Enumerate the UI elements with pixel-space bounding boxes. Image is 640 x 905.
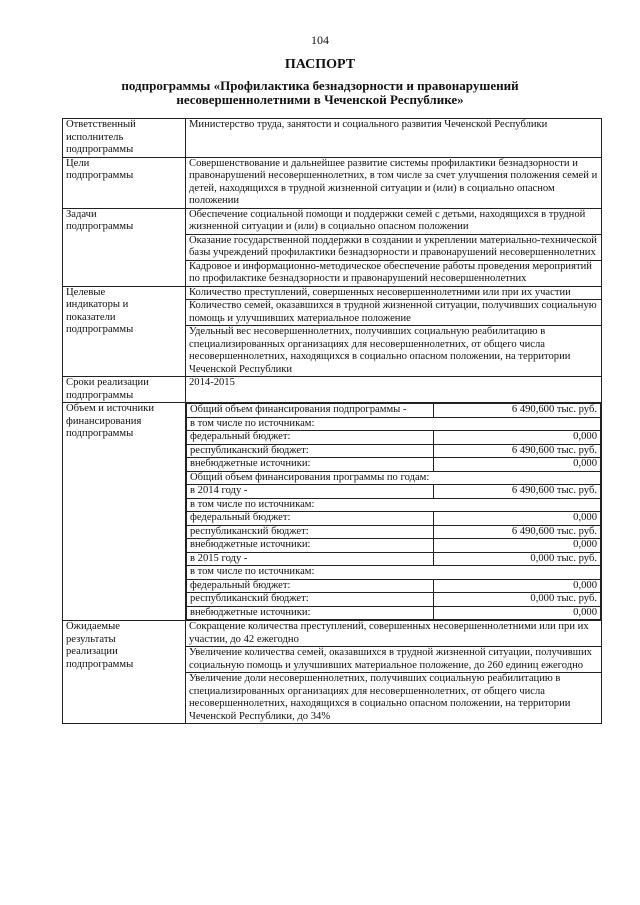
- row-results: [63, 621, 602, 647]
- task-item: Оказание государственной поддержки в создании и укреплении материально-технической базы учреждений профилактики безнадзорности и правонарушений несовершеннолетних: [186, 234, 602, 260]
- finance-2014-value: 6 490,600 тыс. руб.: [434, 485, 601, 499]
- label-line: Объем и источники: [66, 403, 154, 414]
- finance-cell: [186, 403, 602, 621]
- result-item: Увеличение доли несовершеннолетних, получивших социальную реабилитацию в специализированных организациях для несовершеннолетних, от общего числа несовершеннолетних, находящихся в социально опасном положении, на территории Чеченской Республики, до 34%: [186, 673, 602, 724]
- indicator-item: Удельный вес несовершеннолетних, получивших социальную реабилитацию в специализированных организациях для несовершеннолетних, от общего числа несовершеннолетних, находящихся в социально опасном положении, на территории Чеченской Республики: [186, 326, 602, 377]
- finance-row: [187, 552, 601, 566]
- finance-2014-federal-value: 0,000: [434, 512, 601, 526]
- tasks-label: [63, 208, 186, 286]
- finance-federal-label: федеральный бюджет:: [187, 431, 434, 445]
- finance-row: [187, 417, 601, 431]
- row-indicators: [63, 286, 602, 300]
- goals-label: [63, 157, 186, 208]
- label-line: подпрограммы: [66, 389, 134, 401]
- finance-row: [187, 566, 601, 580]
- task-item: Кадровое и информационно-методическое обеспечение работы проведения мероприятий по профилактике безнадзорности и правонарушений несовершеннолетних: [186, 260, 602, 286]
- label-line: реализации: [66, 646, 118, 657]
- finance-row: [187, 471, 601, 485]
- finance-row: [187, 606, 601, 620]
- finance-2014-federal-label: федеральный бюджет:: [187, 512, 434, 526]
- period-text: 2014-2015: [186, 377, 602, 403]
- label-line: Целевые: [66, 286, 106, 298]
- finance-2015-federal-value: 0,000: [434, 579, 601, 593]
- finance-row: [187, 485, 601, 499]
- finance-federal-value: 0,000: [434, 431, 601, 445]
- finance-2015-federal-label: федеральный бюджет:: [187, 579, 434, 593]
- label-line: Задачи: [66, 208, 97, 220]
- finance-row: [187, 579, 601, 593]
- indicators-label: [63, 286, 186, 377]
- finance-extra-label: внебюджетные источники:: [187, 458, 434, 472]
- label-line: подпрограммы: [66, 324, 134, 335]
- label-line: подпрограммы: [66, 658, 134, 670]
- finance-republic-label: республиканский бюджет:: [187, 444, 434, 458]
- row-goals: [63, 157, 602, 208]
- finance-row: [187, 431, 601, 445]
- finance-2015-value: 0,000 тыс. руб.: [434, 552, 601, 566]
- label-line: индикаторы и: [66, 299, 129, 310]
- label-line: результаты: [66, 633, 116, 645]
- finance-total-value: 6 490,600 тыс. руб.: [434, 404, 601, 418]
- subtitle-line: подпрограммы «Профилактика безнадзорности и правонарушений: [121, 78, 519, 93]
- row-executor: [63, 119, 602, 158]
- finance-2015-republic-value: 0,000 тыс. руб.: [434, 593, 601, 607]
- label-line: подпрограммы: [66, 428, 134, 439]
- label-line: Цели: [66, 157, 90, 169]
- subtitle-line: несовершеннолетними в Чеченской Республике»: [176, 92, 464, 107]
- results-label: [63, 621, 186, 724]
- finance-2014-extra-value: 0,000: [434, 539, 601, 553]
- finance-2015-label: в 2015 году -: [187, 552, 434, 566]
- finance-2015-extra-label: внебюджетные источники:: [187, 606, 434, 620]
- finance-total-label: Общий объем финансирования подпрограммы -: [187, 404, 434, 418]
- indicator-item: Количество семей, оказавшихся в трудной жизненной ситуации, получивших социальную помощь и улучшивших материальное положение: [186, 300, 602, 326]
- finance-row: [187, 539, 601, 553]
- executor-text: Министерство труда, занятости и социального развития Чеченской Республики: [186, 119, 602, 158]
- finance-row: [187, 593, 601, 607]
- finance-years-heading: Общий объем финансирования программы по годам:: [187, 471, 601, 485]
- label-line: подпрограммы: [66, 144, 134, 155]
- finance-row: [187, 512, 601, 526]
- finance-2014-republic-label: республиканский бюджет:: [187, 525, 434, 539]
- finance-row: [187, 525, 601, 539]
- goals-text: Совершенствование и дальнейшее развитие системы профилактики безнадзорности и правонарушений несовершеннолетних, в том числе за счет улучшения положения семей и детей, находящихся в трудной жизненной ситуации и (или) в социально опасном положении: [186, 157, 602, 208]
- finance-2015-sources: в том числе по источникам:: [187, 566, 601, 580]
- finance-extra-value: 0,000: [434, 458, 601, 472]
- task-item: Обеспечение социальной помощи и поддержки семей с детьми, находящихся в трудной жизненной ситуации и (или) в социально опасном положении: [186, 208, 602, 234]
- finance-2014-label: в 2014 году -: [187, 485, 434, 499]
- page-number: 104: [311, 33, 329, 47]
- label-line: Ответственный: [66, 119, 136, 130]
- result-item: Увеличение количества семей, оказавшихся в трудной жизненной ситуации, получивших социальную помощь и улучшивших материальное положение, до 260 единиц ежегодно: [186, 647, 602, 673]
- label-line: финансирования: [66, 415, 142, 427]
- row-period: [63, 377, 602, 403]
- label-line: подпрограммы: [66, 221, 134, 232]
- document-subtitle: [0, 79, 640, 107]
- finance-table: [186, 403, 601, 620]
- finance-2014-sources: в том числе по источникам:: [187, 498, 601, 512]
- row-tasks: [63, 208, 602, 234]
- label-line: подпрограммы: [66, 170, 134, 181]
- finance-row: [187, 458, 601, 472]
- label-line: исполнитель: [66, 131, 124, 143]
- row-finance: [63, 403, 602, 621]
- label-line: Ожидаемые: [66, 621, 120, 632]
- period-label: [63, 377, 186, 403]
- document-title: ПАСПОРТ: [284, 57, 356, 72]
- label-line: Сроки реализации: [66, 377, 149, 388]
- finance-2015-extra-value: 0,000: [434, 606, 601, 620]
- finance-republic-value: 6 490,600 тыс. руб.: [434, 444, 601, 458]
- finance-2014-extra-label: внебюджетные источники:: [187, 539, 434, 553]
- finance-row: [187, 498, 601, 512]
- indicator-item: Количество преступлений, совершенных несовершеннолетними или при их участии: [186, 286, 602, 300]
- label-line: показатели: [66, 311, 116, 323]
- finance-2015-republic-label: республиканский бюджет:: [187, 593, 434, 607]
- executor-label: [63, 119, 186, 158]
- finance-2014-republic-value: 6 490,600 тыс. руб.: [434, 525, 601, 539]
- finance-sources-heading: в том числе по источникам:: [187, 417, 601, 431]
- result-item: Сокращение количества преступлений, совершенных несовершеннолетними или при их участии, до 42 ежегодно: [186, 621, 602, 647]
- finance-label: [63, 403, 186, 621]
- passport-table: [62, 118, 602, 724]
- finance-row: [187, 404, 601, 418]
- finance-row: [187, 444, 601, 458]
